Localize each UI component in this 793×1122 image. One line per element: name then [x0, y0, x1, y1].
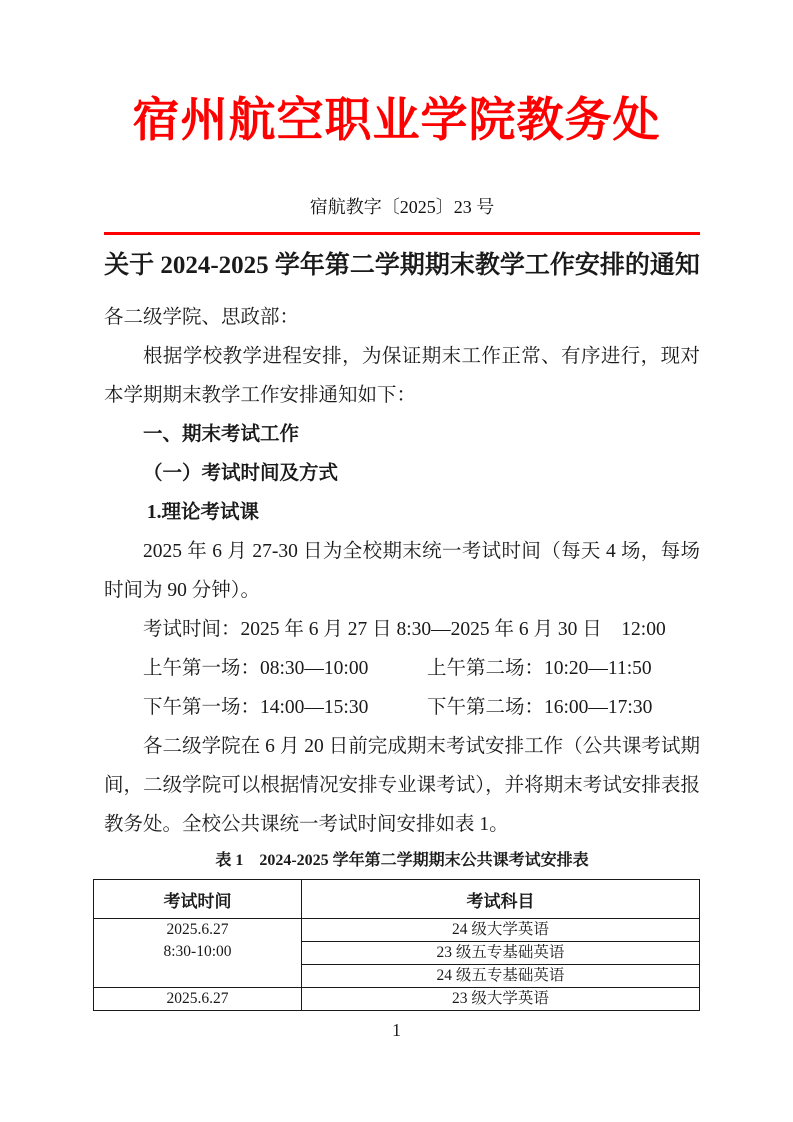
document-number: 宿航教字〔2025〕23 号	[309, 197, 495, 217]
session-pm-1: 下午第一场：14:00—15:30	[143, 697, 369, 718]
subsection-heading: （一）考试时间及方式	[143, 463, 339, 484]
red-divider	[104, 232, 700, 235]
exam-schedule-table	[93, 879, 700, 1011]
salutation: 各二级学院、思政部：	[104, 307, 300, 328]
table-header-time: 考试时间	[94, 880, 302, 919]
time-line-date: 2025.6.27	[166, 921, 229, 938]
section-heading: 一、期末考试工作	[143, 424, 300, 445]
line-sessions-afternoon	[104, 688, 700, 727]
table-caption: 表 1 2024-2025 学年第二学期期末公共课考试安排表	[215, 852, 589, 869]
page-number: 1	[392, 1020, 401, 1040]
line-sessions-morning	[104, 649, 700, 688]
subject-cell: 24 级大学英语	[302, 919, 700, 942]
item-heading: 1.理论考试课	[146, 502, 260, 523]
subject-cell: 23 级大学英语	[302, 988, 700, 1011]
document-title: 关于 2024-2025 学年第二学期期末教学工作安排的通知	[104, 252, 700, 279]
paragraph-exam-dates: 2025 年 6 月 27-30 日为全校期末统一考试时间（每天 4 场，每场时间为 90 分钟）。	[104, 541, 700, 601]
session-am-2: 上午第二场：10:20—11:50	[427, 658, 652, 679]
paragraph-arrangement: 各二级学院在 6 月 20 日前完成期末考试安排工作（公共课考试期间，二级学院可以根据情况安排专业课考试），并将期末考试安排表报教务处。全校公共课统一考试时间安排如表 1。	[104, 736, 700, 835]
intro-paragraph: 根据学校教学进程安排，为保证期末工作正常、有序进行，现对本学期期末教学工作安排通知如下：	[104, 346, 700, 406]
session-pm-2: 下午第二场：16:00—17:30	[427, 697, 653, 718]
line-exam-time: 考试时间：2025 年 6 月 27 日 8:30—2025 年 6 月 30 日 12:00	[143, 619, 666, 640]
subject-cell: 24 级五专基础英语	[302, 965, 700, 988]
session-am-1: 上午第一场：08:30—10:00	[143, 658, 369, 679]
document-body	[104, 298, 700, 844]
organization-title: 宿州航空职业学院教务处	[132, 95, 661, 147]
time-cell-group1	[94, 919, 302, 988]
subject-cell: 23 级五专基础英语	[302, 942, 700, 965]
table-header-row	[94, 880, 700, 919]
time-cell-group2: 2025.6.27	[94, 988, 302, 1011]
table-row	[94, 919, 700, 942]
time-line-hours: 8:30-10:00	[163, 943, 232, 960]
table-row	[94, 988, 700, 1011]
table-header-subject: 考试科目	[302, 880, 700, 919]
